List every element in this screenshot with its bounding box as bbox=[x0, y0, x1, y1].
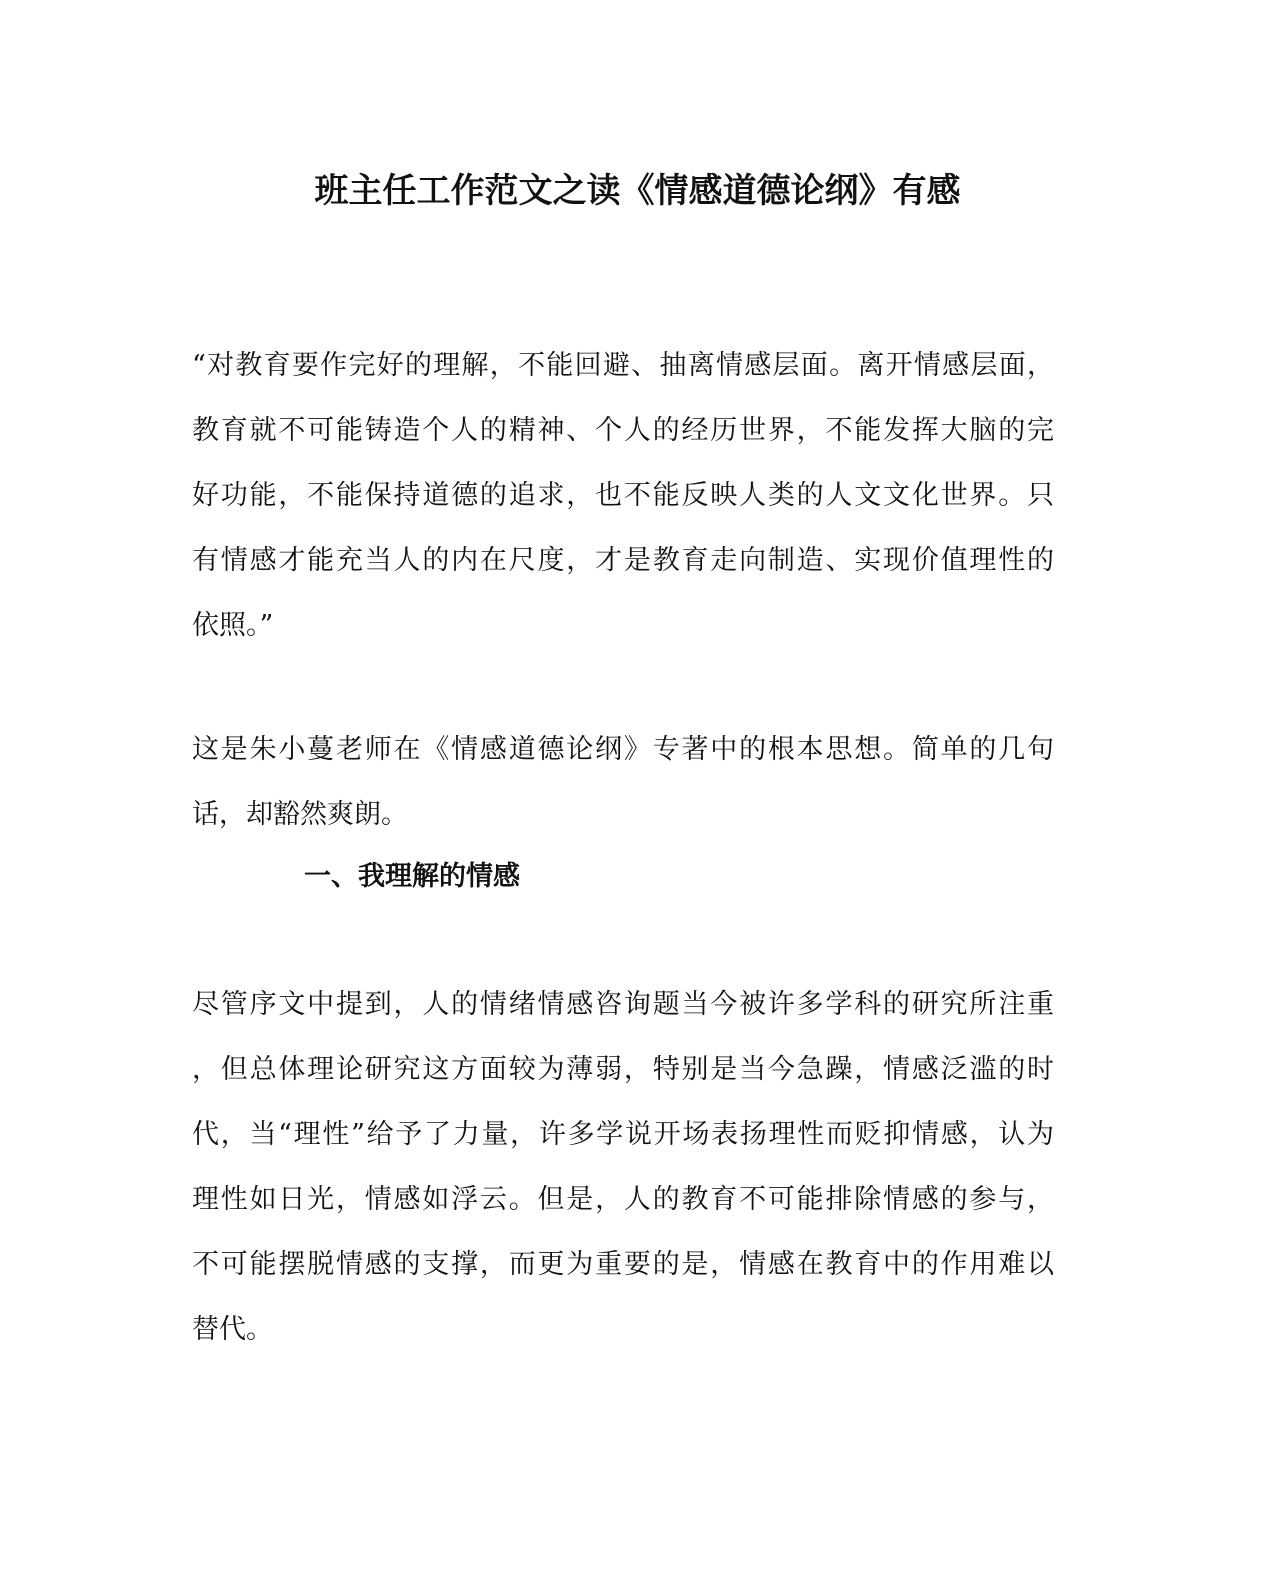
paragraph-line: 代，当“理性”给予了力量，许多学说开场表扬理性而贬抑情感，认为 bbox=[192, 1119, 1054, 1150]
paragraph-line: 依照。” bbox=[192, 610, 274, 641]
paragraph-line: “对教育要作完好的理解，不能回避、抽离情感层面。离开情感层面， bbox=[192, 350, 1054, 381]
paragraph-intro bbox=[192, 717, 1054, 847]
paragraph-line: 理性如日光，情感如浮云。但是，人的教育不可能排除情感的参与， bbox=[192, 1184, 1054, 1215]
paragraph-line: 话，却豁然爽朗。 bbox=[192, 799, 408, 830]
paragraph-line: 有情感才能充当人的内在尺度，才是教育走向制造、实现价值理性的 bbox=[192, 545, 1054, 576]
paragraph-body bbox=[192, 972, 1054, 1362]
document-title: 班主任工作范文之读《情感道德论纲》有感 bbox=[314, 171, 961, 211]
paragraph-line: 尽管序文中提到，人的情绪情感咨询题当今被许多学科的研究所注重 bbox=[192, 989, 1054, 1020]
paragraph-line: ，但总体理论研究这方面较为薄弱，特别是当今急躁，情感泛滥的时 bbox=[192, 1054, 1054, 1085]
paragraph-line: 替代。 bbox=[192, 1314, 273, 1345]
paragraph-line: 教育就不可能铸造个人的精神、个人的经历世界，不能发挥大脑的完 bbox=[192, 415, 1054, 446]
paragraph-quote bbox=[192, 333, 1054, 658]
paragraph-line: 这是朱小蔓老师在《情感道德论纲》专著中的根本思想。简单的几句 bbox=[192, 734, 1054, 765]
section-heading: 一、我理解的情感 bbox=[304, 861, 520, 892]
paragraph-line: 好功能，不能保持道德的追求，也不能反映人类的人文文化世界。只 bbox=[192, 480, 1054, 511]
paragraph-line: 不可能摆脱情感的支撑，而更为重要的是，情感在教育中的作用难以 bbox=[192, 1249, 1054, 1280]
